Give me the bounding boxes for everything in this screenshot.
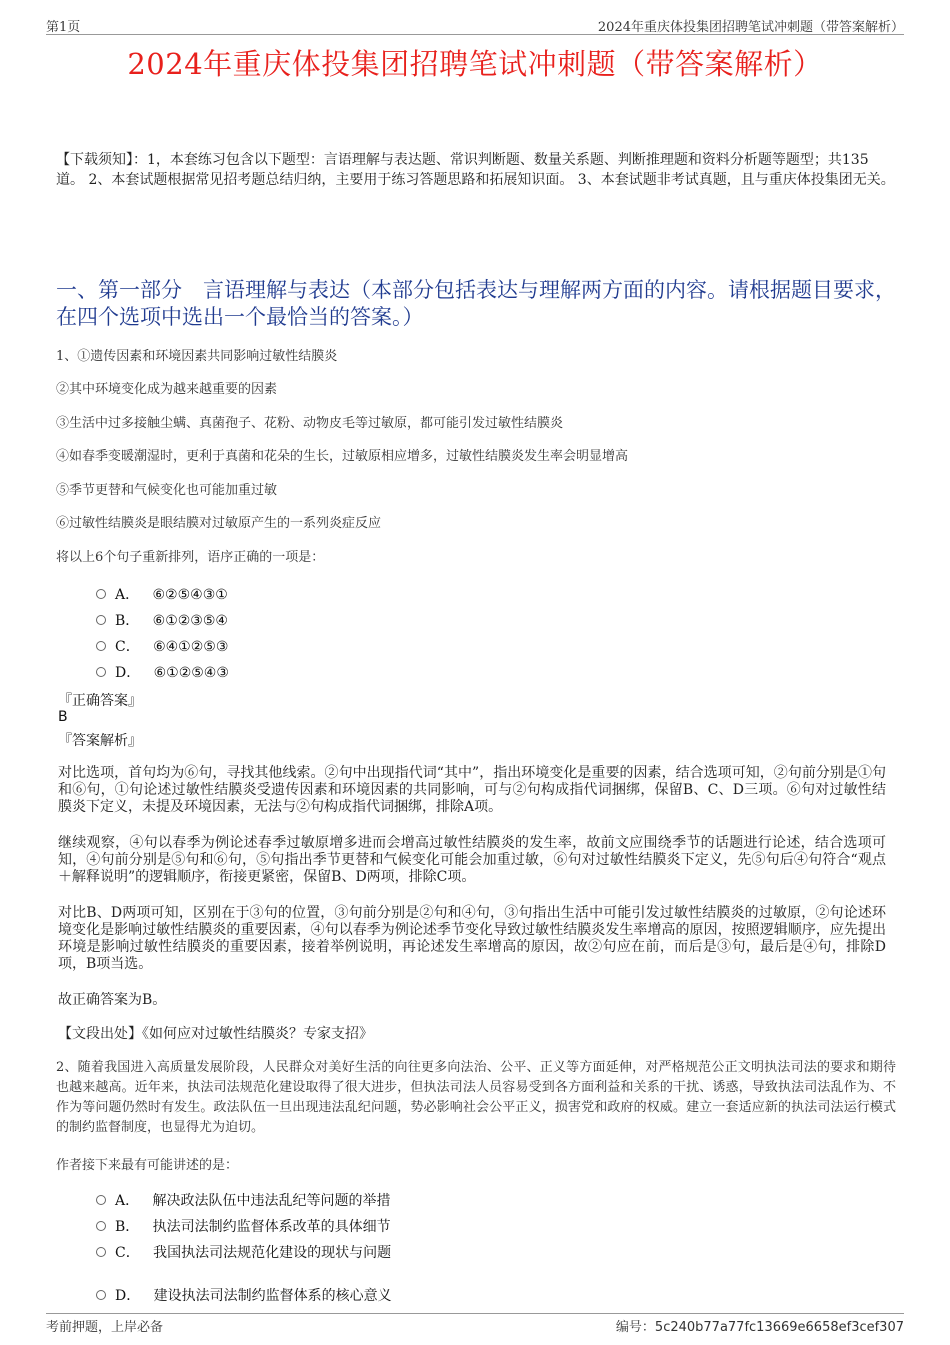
analysis-paragraph: 对比B、D两项可知，区别在于③句的位置，③句前分别是②句和④句，③句指出生活中可能引发过敏性结膜炎的过敏原，②句论述环境变化是影响过敏性结膜炎的重要因素，④句以春季为例论述季节变化导致过敏性结膜炎发生率增高的原因，按照逻辑顺序，应先提出环境是影响过敏性结膜炎的重要因素，接着举例说明，再论述发生率增高的原因，故②句应在前，而后是③句，最后是④句，排除D项，B项当选。 [58, 905, 886, 972]
radio-icon[interactable] [96, 1221, 106, 1231]
download-notice: 【下载须知】：1，本套练习包含以下题型：言语理解与表达题、常识判断题、数量关系题、判断推理题和资料分析题等题型；共135道。 2、本套试题根据常见招考题总结归纳，主要用于练习答题思路和拓展知识面。 3、本套试题非考试真题，且与重庆体投集团无关。 [56, 152, 895, 188]
page-header [46, 14, 904, 35]
section-heading: 一、第一部分 言语理解与表达（本部分包括表达与理解两方面的内容。请根据题目要求，在四个选项中选出一个最恰当的答案。） [56, 278, 896, 329]
radio-icon[interactable] [96, 615, 106, 625]
analysis-label: 『答案解析』 [58, 733, 142, 749]
q1-line: 1、①遗传因素和环境因素共同影响过敏性结膜炎 [56, 349, 338, 364]
page-number: 第1页 [46, 20, 81, 35]
q1-option-b[interactable]: B． ⑥①②③⑤④ [96, 610, 228, 630]
q2-option-b[interactable]: B． 执法司法制约监督体系改革的具体细节 [96, 1216, 391, 1236]
q1-line: ⑤季节更替和气候变化也可能加重过敏 [56, 483, 278, 498]
q1-line: ⑥过敏性结膜炎是眼结膜对过敏原产生的一系列炎症反应 [56, 516, 382, 531]
analysis-conclusion: 故正确答案为B。 [58, 992, 167, 1008]
answer-value: B [58, 709, 68, 725]
text-source: 【文段出处】《如何应对过敏性结膜炎？专家支招》 [58, 1026, 373, 1042]
radio-icon[interactable] [96, 1290, 106, 1300]
analysis-paragraph: 继续观察，④句以春季为例论述春季过敏原增多进而会增高过敏性结膜炎的发生率，故前文应围绕季节的话题进行论述，结合选项可知，④句前分别是⑤句和⑥句，⑤句指出季节更替和气候变化可能会加重过敏，⑥句对过敏性结膜炎下定义，先⑤句后④句符合“观点＋解释说明”的逻辑顺序，衔接更紧密，保留B、D两项，排除C项。 [58, 835, 886, 885]
document-title: 2024年重庆体投集团招聘笔试冲刺题（带答案解析） [127, 47, 823, 81]
q1-option-d[interactable]: D． ⑥①②⑤④③ [96, 662, 229, 682]
q1-option-a[interactable]: A． ⑥②⑤④③① [96, 584, 228, 604]
radio-icon[interactable] [96, 641, 106, 651]
radio-icon[interactable] [96, 1195, 106, 1205]
q2-option-a[interactable]: A． 解决政法队伍中违法乱纪等问题的举措 [96, 1190, 390, 1210]
q1-line: ②其中环境变化成为越来越重要的因素 [56, 382, 278, 397]
q1-option-c[interactable]: C． ⑥④①②⑤③ [96, 636, 228, 656]
q1-prompt: 将以上6个句子重新排列，语序正确的一项是： [56, 550, 325, 565]
q2-passage: 2、随着我国进入高质量发展阶段，人民群众对美好生活的向往更多向法治、公平、正义等方面延伸，对严格规范公正文明执法司法的要求和期待也越来越高。近年来，执法司法规范化建设取得了很大进步，但执法司法人员容易受到各方面利益和关系的干扰、诱惑，导致执法司法乱作为、不作为等问题仍然时有发生。政法队伍一旦出现违法乱纪问题，势必影响社会公平正义，损害党和政府的权威。建立一套适应新的执法司法运行模式的制约监督制度，也显得尤为迫切。 [56, 1060, 896, 1135]
q1-line: ③生活中过多接触尘螨、真菌孢子、花粉、动物皮毛等过敏原，都可能引发过敏性结膜炎 [56, 416, 564, 431]
radio-icon[interactable] [96, 1247, 106, 1257]
header-doc-title: 2024年重庆体投集团招聘笔试冲刺题（带答案解析） [597, 20, 904, 35]
footer-slogan: 考前押题，上岸必备 [46, 1320, 164, 1335]
q2-option-d[interactable]: D． 建设执法司法制约监督体系的核心意义 [96, 1285, 392, 1305]
analysis-paragraph: 对比选项，首句均为⑥句，寻找其他线索。②句中出现指代词“其中”，指出环境变化是重要的因素，结合选项可知，②句前分别是①句和⑥句，①句论述过敏性结膜炎受遗传因素和环境因素的共同影响，可与②句构成指代词捆绑，保留B、C、D三项。⑥句对过敏性结膜炎下定义，未提及环境因素，无法与②句构成指代词捆绑，排除A项。 [58, 765, 886, 815]
document-code: 编号：5c240b77a77fc13669e6658ef3cef307 [615, 1320, 904, 1335]
page-footer [46, 1313, 904, 1334]
q2-option-c[interactable]: C． 我国执法司法规范化建设的现状与问题 [96, 1242, 391, 1262]
radio-icon[interactable] [96, 667, 106, 677]
answer-label: 『正确答案』 [58, 693, 142, 709]
q2-prompt: 作者接下来最有可能讲述的是： [56, 1158, 239, 1173]
q1-line: ④如春季变暖潮湿时，更利于真菌和花朵的生长，过敏原相应增多，过敏性结膜炎发生率会明显增高 [56, 449, 629, 464]
radio-icon[interactable] [96, 589, 106, 599]
